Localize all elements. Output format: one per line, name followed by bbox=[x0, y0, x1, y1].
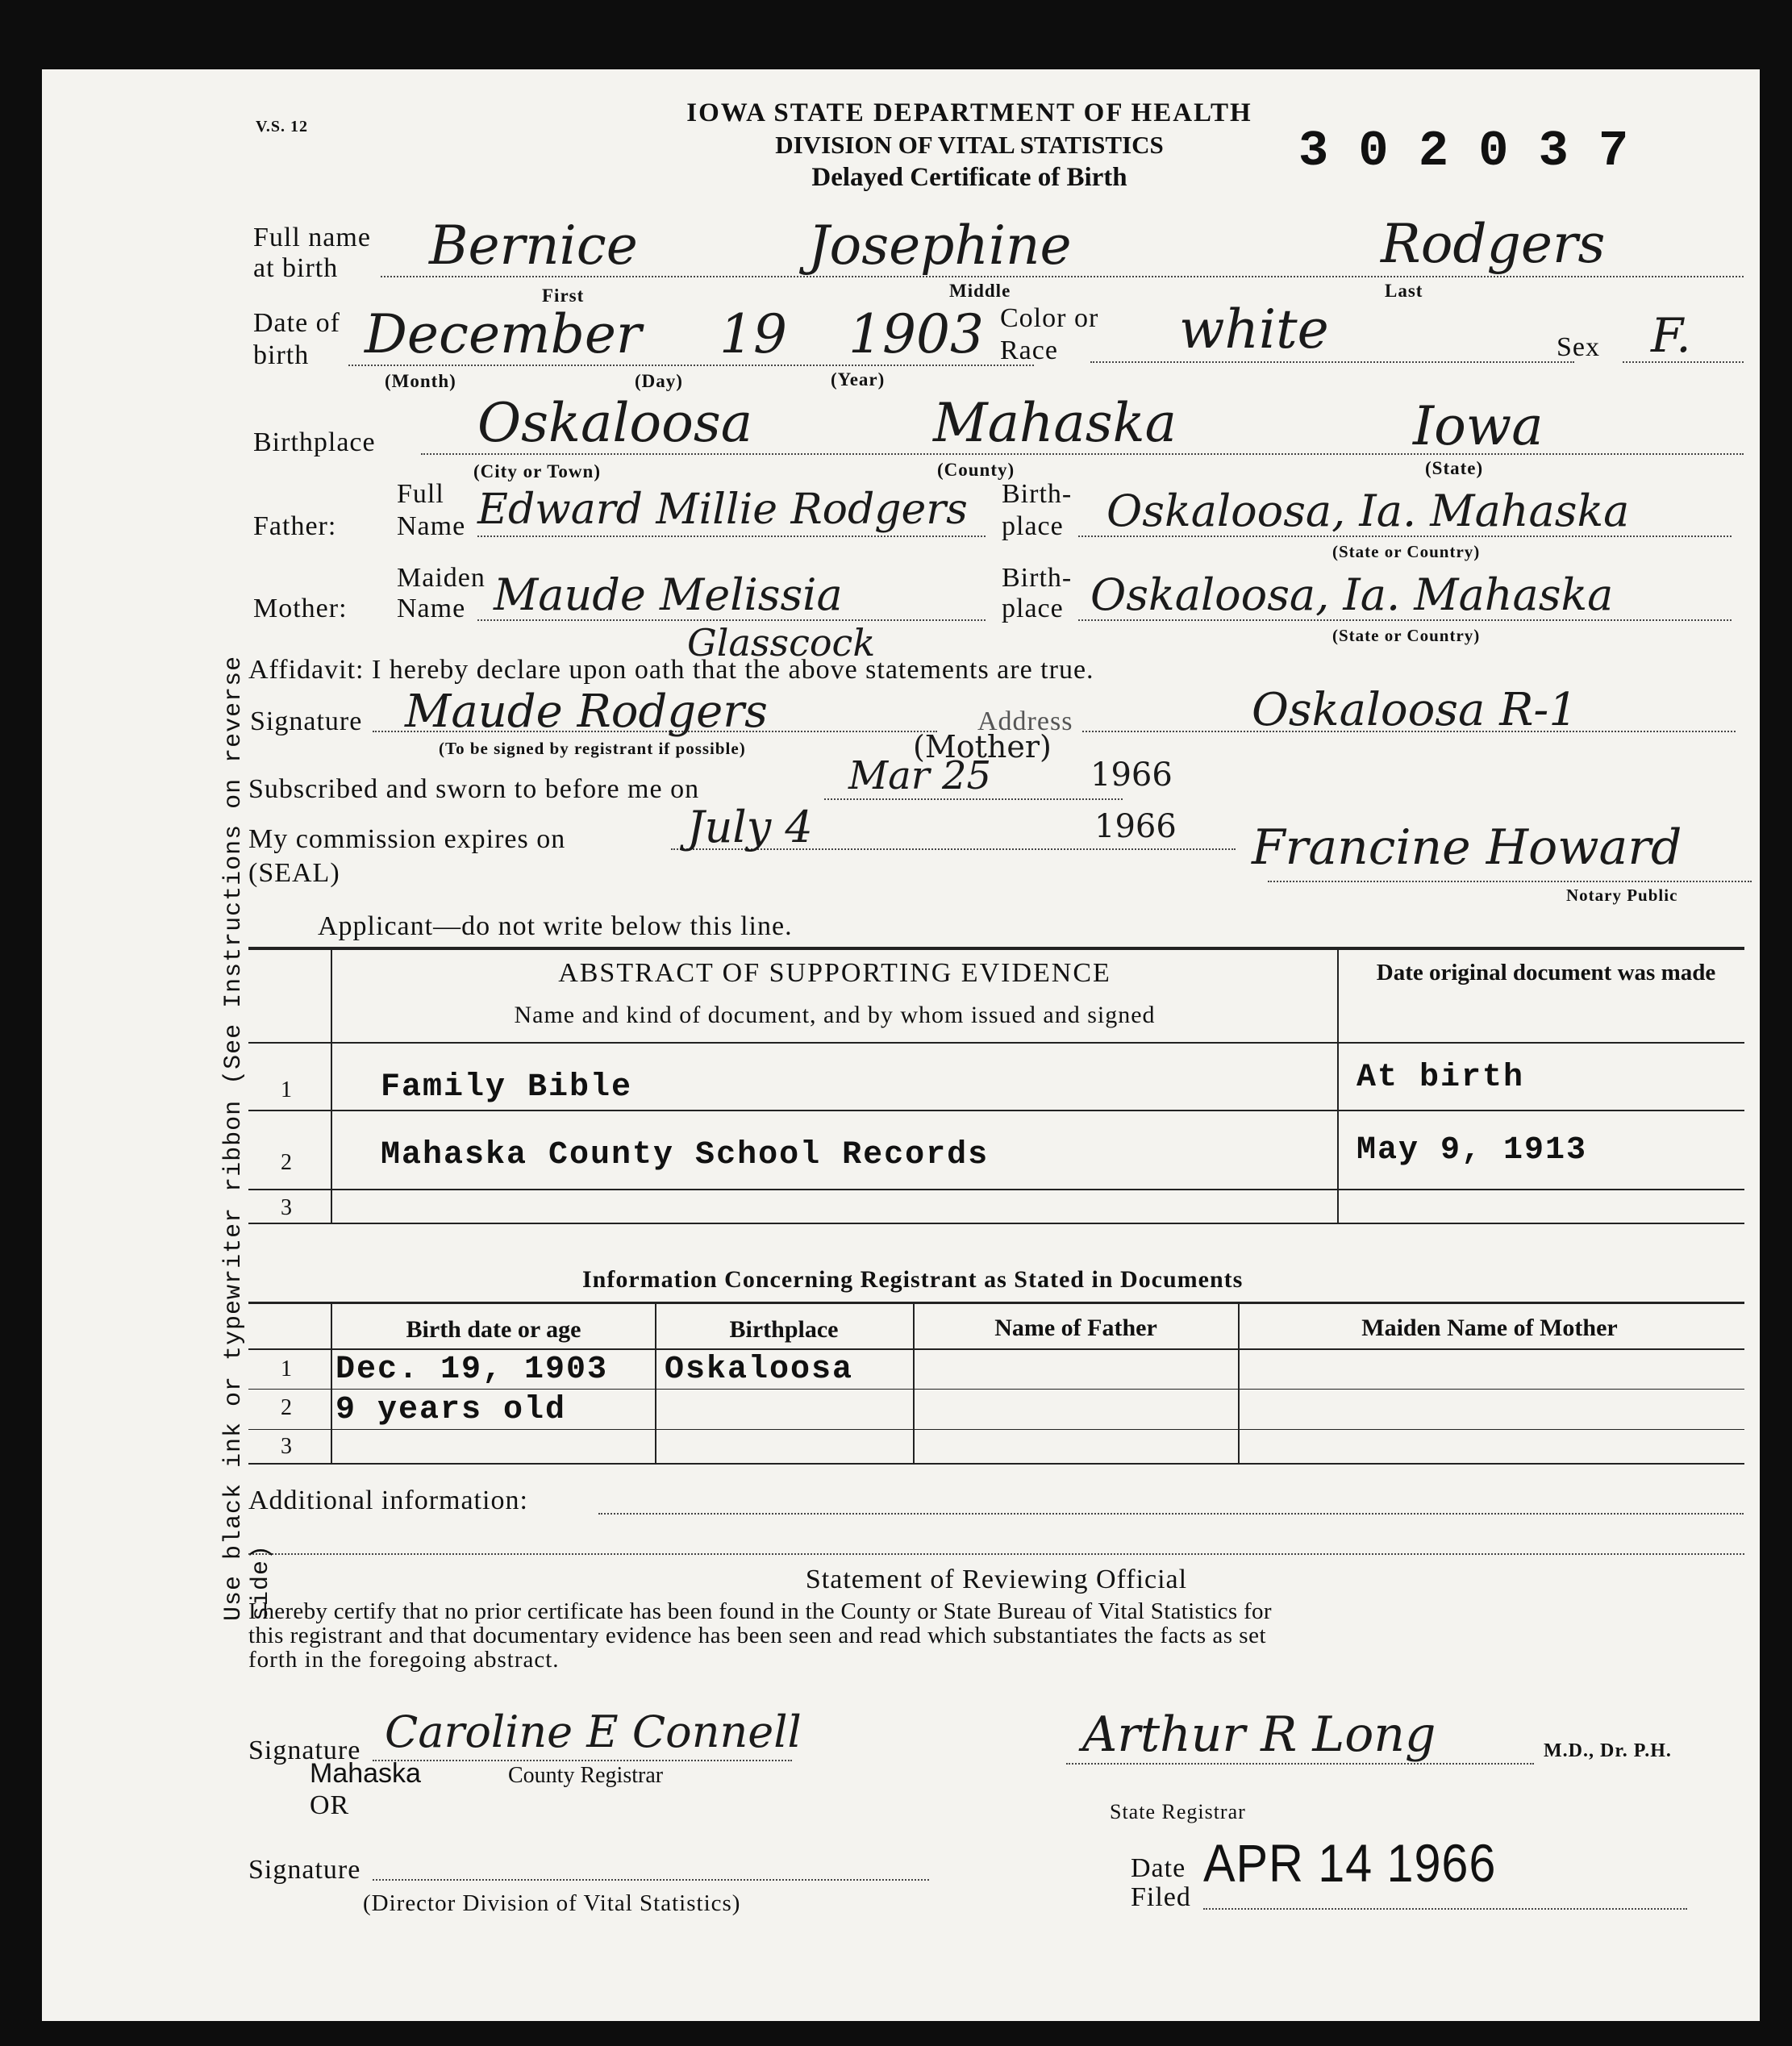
affidavit-signature: Maude Rodgers bbox=[405, 685, 768, 738]
notary-label: Notary Public bbox=[1566, 885, 1678, 905]
info-row-age: 9 years old bbox=[335, 1392, 567, 1428]
abstract-row-number: 1 bbox=[281, 1077, 293, 1102]
abstract-row-number: 3 bbox=[281, 1195, 293, 1220]
side-instruction: Use black ink or typewriter ribbon (See Instructions on reverse side) bbox=[220, 655, 275, 1621]
mother-birthplace-label-2: place bbox=[1002, 594, 1064, 623]
mother-name: Maude Melissia bbox=[494, 569, 843, 620]
abstract-title: ABSTRACT OF SUPPORTING EVIDENCE bbox=[558, 958, 1111, 988]
certificate-page bbox=[42, 69, 1760, 2021]
abstract-top-rule bbox=[248, 947, 1744, 950]
last-label: Last bbox=[1385, 281, 1423, 301]
state-signature-line bbox=[1066, 1763, 1534, 1765]
mother-name-label-2: Name bbox=[397, 594, 466, 623]
mother-birthplace: Oskaloosa, Ia. Mahaska bbox=[1090, 569, 1614, 620]
info-title: Information Concerning Registrant as Stated in Documents bbox=[582, 1266, 1244, 1293]
info-row-2-rule bbox=[248, 1429, 1744, 1430]
notary-signature: Francine Howard bbox=[1252, 819, 1682, 876]
info-row-birthplace: Oskaloosa bbox=[665, 1352, 854, 1388]
certificate-number: 3 0 2 0 3 7 bbox=[1298, 123, 1629, 180]
last-name: Rodgers bbox=[1381, 213, 1606, 275]
abstract-row-3-rule bbox=[248, 1223, 1744, 1224]
info-top-rule bbox=[248, 1302, 1744, 1304]
applicant-note: Applicant—do not write below this line. bbox=[318, 911, 793, 941]
signature-note: (To be signed by registrant if possible) bbox=[439, 739, 746, 758]
birth-year: 1903 bbox=[848, 303, 984, 365]
father-name-line bbox=[477, 535, 986, 537]
birthplace-county: Mahaska bbox=[933, 392, 1177, 454]
sworn-date: Mar 25 bbox=[848, 753, 992, 798]
city-label: (City or Town) bbox=[473, 461, 601, 481]
birthplace-label: Birthplace bbox=[253, 427, 376, 457]
father-birthplace-label-1: Birth- bbox=[1002, 479, 1073, 509]
county-signature: Caroline E Connell bbox=[385, 1706, 802, 1757]
mother-name-label-1: Maiden bbox=[397, 563, 486, 593]
commission-date: July 4 bbox=[687, 802, 813, 852]
info-head-rule bbox=[248, 1348, 1744, 1350]
state-signature: Arthur R Long bbox=[1082, 1706, 1436, 1763]
commission-year: 1966 bbox=[1094, 808, 1177, 845]
reviewing-line-1: I hereby certify that no prior certificate has been found in the County or State Bureau of Vital Statistics for bbox=[248, 1598, 1272, 1624]
address-label: Address bbox=[977, 706, 1073, 736]
degrees-label: M.D., Dr. P.H. bbox=[1544, 1740, 1672, 1761]
abstract-head-rule bbox=[248, 1042, 1744, 1044]
certificate-title: Delayed Certificate of Birth bbox=[811, 163, 1127, 192]
first-label: First bbox=[542, 285, 585, 306]
day-label: (Day) bbox=[635, 371, 683, 391]
birth-month: December bbox=[365, 303, 642, 365]
abstract-row-date: At birth bbox=[1357, 1060, 1525, 1096]
sworn-label: Subscribed and sworn to before me on bbox=[248, 774, 700, 804]
county-label: (County) bbox=[937, 460, 1015, 480]
signature-label: Signature bbox=[250, 706, 363, 736]
date-filed-label-1: Date bbox=[1131, 1853, 1186, 1883]
sworn-line bbox=[824, 798, 1123, 800]
county-name: Mahaska bbox=[310, 1758, 421, 1789]
abstract-row-2-rule bbox=[248, 1189, 1744, 1190]
mother-birthplace-label-1: Birth- bbox=[1002, 563, 1073, 593]
info-header-mother: Maiden Name of Mother bbox=[1361, 1315, 1618, 1341]
info-row-number: 2 bbox=[281, 1395, 293, 1420]
abstract-row-doc: Mahaska County School Records bbox=[381, 1137, 990, 1173]
agency-title: IOWA STATE DEPARTMENT OF HEALTH bbox=[686, 98, 1252, 127]
mother-label: Mother: bbox=[253, 594, 348, 623]
date-filed-stamp: APR 14 1966 bbox=[1203, 1833, 1497, 1893]
middle-name: Josephine bbox=[808, 215, 1072, 277]
sex-value: F. bbox=[1651, 308, 1691, 363]
abstract-row-1-rule bbox=[248, 1110, 1744, 1111]
info-row-number: 3 bbox=[281, 1434, 293, 1459]
info-header-father: Name of Father bbox=[994, 1315, 1157, 1341]
abstract-row-number: 2 bbox=[281, 1150, 293, 1175]
info-row-number: 1 bbox=[281, 1356, 293, 1381]
info-col-1 bbox=[331, 1302, 332, 1463]
abstract-col-2 bbox=[1337, 948, 1339, 1223]
form-code: V.S. 12 bbox=[256, 118, 308, 135]
abstract-date-header: Date original document was made bbox=[1376, 960, 1716, 985]
affidavit-text: Affidavit: I hereby declare upon oath that the above statements are true. bbox=[248, 655, 1094, 685]
info-header-birthplace: Birthplace bbox=[729, 1316, 839, 1343]
father-birthplace: Oskaloosa, Ia. Mahaska bbox=[1106, 485, 1630, 536]
county-signature-label: Signature bbox=[248, 1736, 361, 1765]
birth-day: 19 bbox=[719, 303, 787, 365]
race-label-2: Race bbox=[1000, 335, 1058, 365]
county-signature-line bbox=[373, 1760, 792, 1761]
director-signature-label: Signature bbox=[248, 1855, 361, 1885]
reviewing-line-3: forth in the foregoing abstract. bbox=[248, 1647, 560, 1673]
father-label: Father: bbox=[253, 511, 337, 541]
date-filed-line bbox=[1203, 1908, 1687, 1910]
division-title: DIVISION OF VITAL STATISTICS bbox=[775, 131, 1164, 159]
or-label: OR bbox=[310, 1790, 350, 1820]
father-birthplace-label-2: place bbox=[1002, 511, 1064, 541]
abstract-row-doc: Family Bible bbox=[381, 1069, 633, 1106]
additional-label: Additional information: bbox=[248, 1486, 528, 1515]
notary-line bbox=[1268, 881, 1752, 882]
info-row-age: Dec. 19, 1903 bbox=[335, 1352, 609, 1388]
race-line bbox=[1090, 361, 1574, 363]
first-name: Bernice bbox=[429, 215, 638, 277]
birth-label-1: Date of bbox=[253, 308, 341, 338]
address-value: Oskaloosa R-1 bbox=[1252, 684, 1577, 736]
date-filed-label-2: Filed bbox=[1131, 1882, 1191, 1912]
mother-name-extra: Glasscock bbox=[687, 621, 876, 665]
mother-state-label: (State or Country) bbox=[1332, 626, 1481, 645]
info-row-1-rule bbox=[248, 1389, 1744, 1390]
father-state-label: (State or Country) bbox=[1332, 542, 1481, 561]
birthplace-state: Iowa bbox=[1413, 395, 1544, 457]
name-label-2: at birth bbox=[253, 253, 339, 283]
seal-label: (SEAL) bbox=[248, 858, 340, 888]
reviewing-title: Statement of Reviewing Official bbox=[805, 1565, 1188, 1594]
director-signature-line bbox=[373, 1879, 929, 1881]
info-header-age: Birth date or age bbox=[406, 1316, 581, 1343]
name-label-1: Full name bbox=[253, 223, 371, 252]
race-value: white bbox=[1179, 298, 1329, 360]
birthplace-city: Oskaloosa bbox=[477, 392, 753, 454]
month-label: (Month) bbox=[385, 371, 456, 391]
commission-label: My commission expires on bbox=[248, 824, 566, 854]
state-label: (State) bbox=[1425, 458, 1484, 478]
abstract-row-date: May 9, 1913 bbox=[1357, 1132, 1588, 1169]
additional-line-2 bbox=[248, 1553, 1744, 1555]
info-bottom-rule bbox=[248, 1463, 1744, 1465]
birth-label-2: birth bbox=[253, 340, 310, 370]
race-label-1: Color or bbox=[1000, 303, 1099, 333]
father-name-label-1: Full bbox=[397, 479, 444, 509]
abstract-col-1 bbox=[331, 948, 332, 1223]
sex-label: Sex bbox=[1557, 332, 1600, 362]
middle-label: Middle bbox=[949, 281, 1011, 301]
reviewing-line-2: this registrant and that documentary evidence has been seen and read which substantiates the facts as set bbox=[248, 1623, 1267, 1648]
state-registrar-label: State Registrar bbox=[1110, 1800, 1246, 1823]
director-label: (Director Division of Vital Statistics) bbox=[363, 1890, 741, 1916]
father-name: Edward Millie Rodgers bbox=[477, 485, 968, 534]
father-name-label-2: Name bbox=[397, 511, 466, 541]
sworn-year: 1966 bbox=[1090, 756, 1173, 794]
county-registrar-label: County Registrar bbox=[508, 1763, 664, 1788]
additional-line-1 bbox=[598, 1513, 1744, 1515]
signature-relation: (Mother) bbox=[913, 729, 1052, 765]
abstract-subtitle: Name and kind of document, and by whom issued and signed bbox=[514, 1002, 1156, 1028]
year-label: (Year) bbox=[831, 369, 886, 390]
